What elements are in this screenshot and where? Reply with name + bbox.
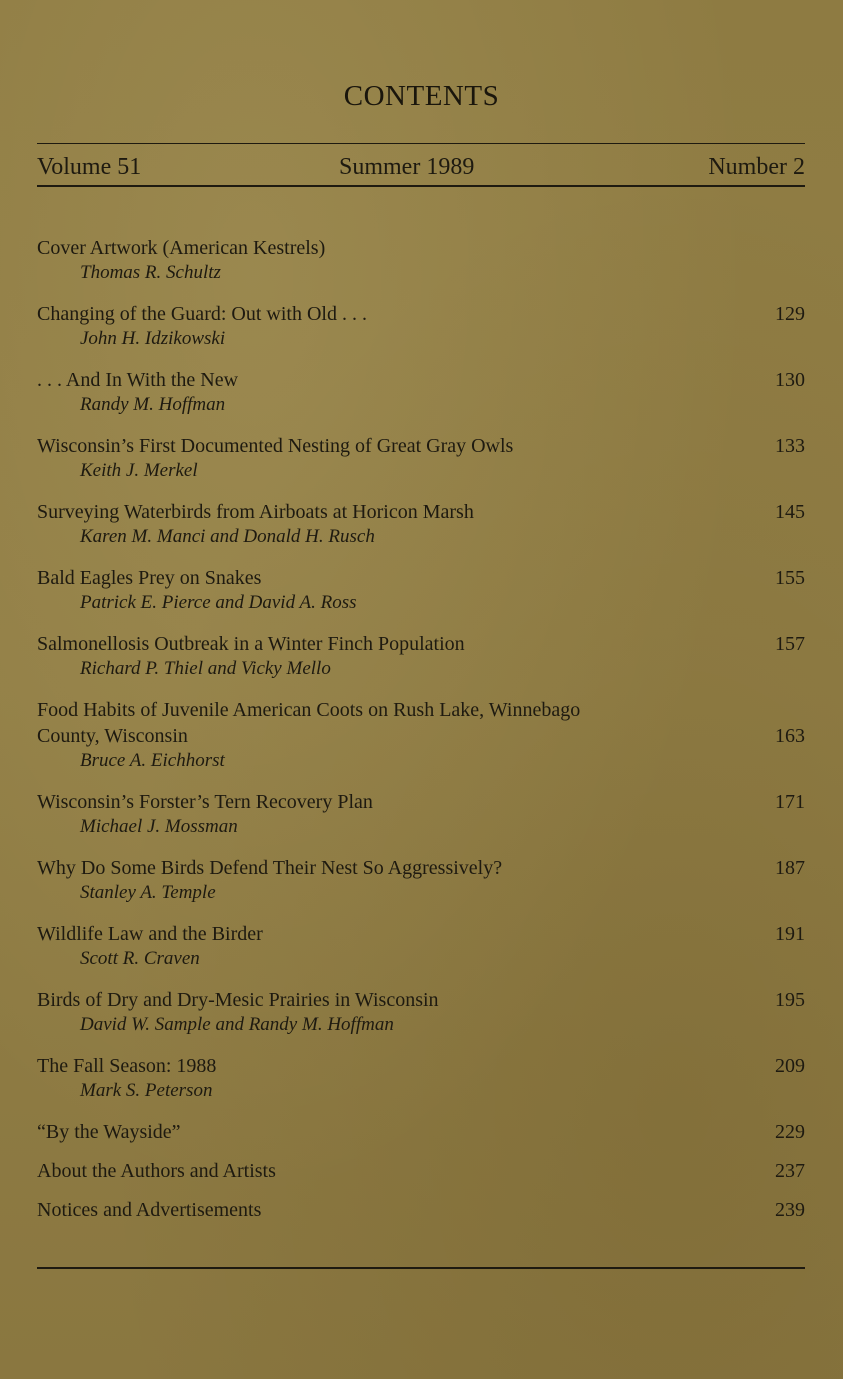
entry-title: Salmonellosis Outbreak in a Winter Finch Population [37, 633, 465, 655]
entry-title: Wisconsin’s Forster’s Tern Recovery Plan [37, 791, 373, 813]
toc-entry [37, 301, 805, 351]
entry-title: Wisconsin’s First Documented Nesting of Great Gray Owls [37, 435, 514, 457]
number-label: Number 2 [708, 154, 805, 180]
entry-title: Surveying Waterbirds from Airboats at Horicon Marsh [37, 501, 474, 523]
entry-page: 130 [775, 369, 805, 391]
toc-entry [37, 789, 805, 839]
top-rule [37, 143, 805, 144]
volume-label: Volume 51 [37, 154, 142, 180]
entry-title: Food Habits of Juvenile American Coots on Rush Lake, Winnebago [37, 699, 581, 721]
entry-title: Changing of the Guard: Out with Old . . . [37, 303, 367, 325]
toc-entry [37, 987, 805, 1037]
toc-entry [37, 367, 805, 417]
entry-page: 191 [775, 923, 805, 945]
entry-title: Wildlife Law and the Birder [37, 923, 263, 945]
entry-author: Karen M. Manci and Donald H. Rusch [80, 526, 375, 547]
entry-page: 133 [775, 435, 805, 457]
toc-entry [37, 1053, 805, 1103]
toc-entry [37, 697, 805, 773]
toc-entry [37, 1197, 805, 1223]
header-rule [37, 185, 805, 187]
toc-entry [37, 1158, 805, 1184]
entry-author: David W. Sample and Randy M. Hoffman [80, 1014, 394, 1035]
entry-page: 163 [775, 725, 805, 747]
entry-page: 237 [775, 1160, 805, 1182]
entry-author: John H. Idzikowski [80, 328, 226, 349]
entry-page: 187 [775, 857, 805, 879]
entry-title: Birds of Dry and Dry-Mesic Prairies in Wisconsin [37, 989, 439, 1011]
entry-title: Cover Artwork (American Kestrels) [37, 237, 326, 259]
entry-page: 171 [775, 791, 805, 813]
toc-entry [37, 499, 805, 549]
season-label: Summer 1989 [339, 154, 475, 180]
entry-author: Richard P. Thiel and Vicky Mello [80, 658, 331, 679]
toc-entry [37, 631, 805, 681]
entry-title: The Fall Season: 1988 [37, 1055, 217, 1077]
entry-title: Bald Eagles Prey on Snakes [37, 567, 262, 589]
entry-page: 239 [775, 1199, 805, 1221]
toc-entry [37, 433, 805, 483]
entry-author: Keith J. Merkel [80, 460, 198, 481]
entry-page: 195 [775, 989, 805, 1011]
entry-title: Notices and Advertisements [37, 1199, 262, 1221]
entry-page: 129 [775, 303, 805, 325]
toc-entry [37, 855, 805, 905]
entry-title: About the Authors and Artists [37, 1160, 276, 1182]
issue-line [37, 154, 805, 184]
entry-author: Stanley A. Temple [80, 882, 216, 903]
entry-page: 155 [775, 567, 805, 589]
page-title: CONTENTS [343, 80, 500, 112]
toc-entry [37, 921, 805, 971]
entry-page: 209 [775, 1055, 805, 1077]
toc-entry [37, 235, 805, 285]
entry-title-continued: County, Wisconsin [37, 725, 188, 747]
entry-author: Scott R. Craven [80, 948, 200, 969]
toc-entry [37, 1119, 805, 1145]
entry-author: Thomas R. Schultz [80, 262, 221, 283]
entry-title: Why Do Some Birds Defend Their Nest So Aggressively? [37, 857, 503, 879]
entry-title: “By the Wayside” [37, 1121, 181, 1143]
entry-page: 145 [775, 501, 805, 523]
entry-title: . . . And In With the New [37, 369, 239, 391]
entry-page: 229 [775, 1121, 805, 1143]
entry-author: Mark S. Peterson [80, 1080, 213, 1101]
entry-author: Randy M. Hoffman [80, 394, 226, 415]
toc-entry [37, 565, 805, 615]
bottom-rule [37, 1267, 805, 1269]
entry-page: 157 [775, 633, 805, 655]
entry-author: Bruce A. Eichhorst [80, 750, 225, 771]
entry-author: Patrick E. Pierce and David A. Ross [80, 592, 357, 613]
entry-author: Michael J. Mossman [80, 816, 238, 837]
